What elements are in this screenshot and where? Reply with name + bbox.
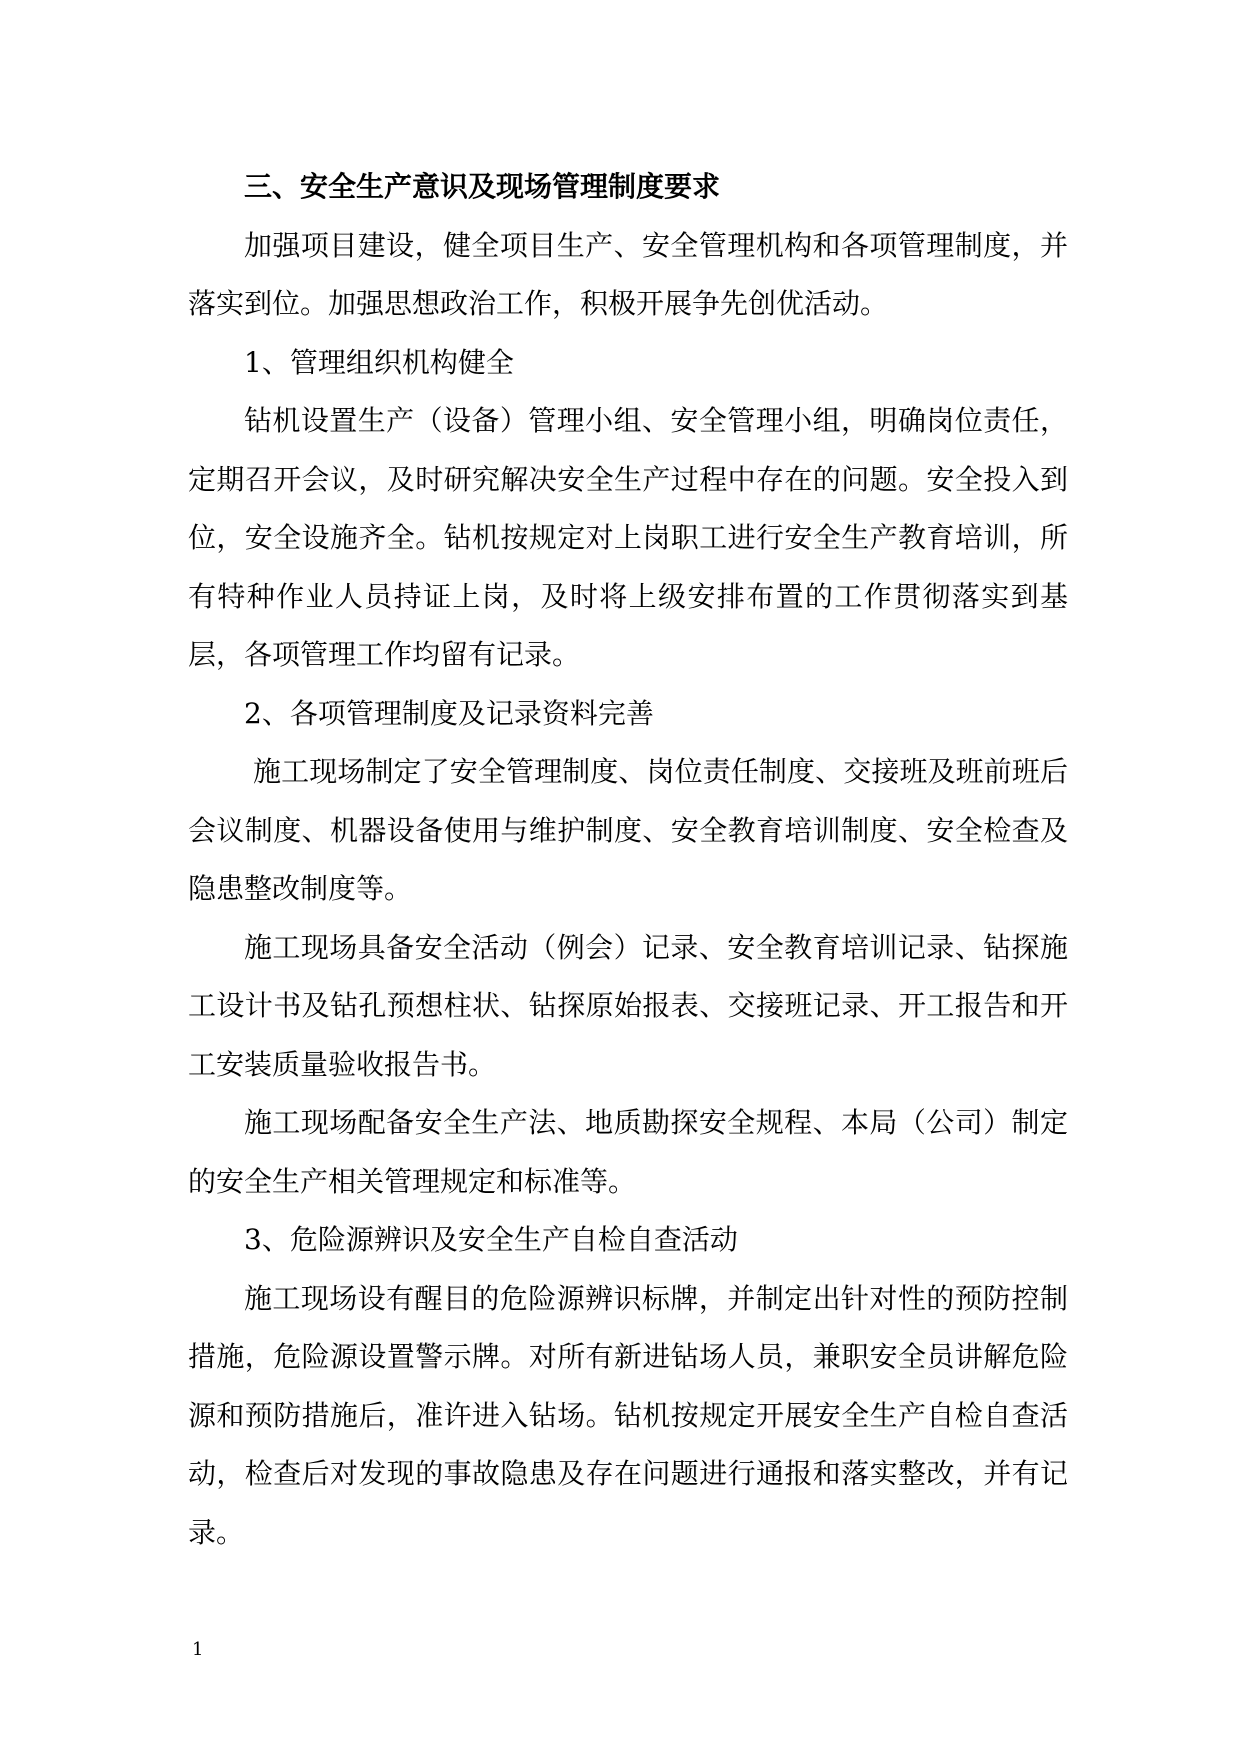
- paragraph-standards: 施工现场配备安全生产法、地质勘探安全规程、本局（公司）制定的安全生产相关管理规定和标准等。: [188, 1106, 1068, 1198]
- document-body: [188, 158, 1068, 1562]
- subheading-3: 3、危险源辨识及安全生产自检自查活动: [244, 1223, 738, 1256]
- subheading-1: 1、管理组织机构健全: [244, 345, 514, 379]
- paragraph-regulations: 施工现场制定了安全管理制度、岗位责任制度、交接班及班前班后会议制度、机器设备使用与维护制度、安全教育培训制度、安全检查及隐患整改制度等。: [188, 755, 1068, 905]
- paragraph-intro: 加强项目建设，健全项目生产、安全管理机构和各项管理制度，并落实到位。加强思想政治工作，积极开展争先创优活动。: [188, 228, 1068, 320]
- paragraph-hazards: 施工现场设有醒目的危险源辨识标牌，并制定出针对性的预防控制措施，危险源设置警示牌。对所有新进钻场人员，兼职安全员讲解危险源和预防措施后，准许进入钻场。钻机按规定开展安全生产自检自查活动，检查后对发现的事故隐患及存在问题进行通报和落实整改，并有记录。: [188, 1281, 1068, 1549]
- paragraph-organization: 钻机设置生产（设备）管理小组、安全管理小组，明确岗位责任，定期召开会议，及时研究解决安全生产过程中存在的问题。安全投入到位，安全设施齐全。钻机按规定对上岗职工进行安全生产教育培训，所有特种作业人员持证上岗，及时将上级安排布置的工作贯彻落实到基层，各项管理工作均留有记录。: [188, 404, 1068, 671]
- section-title: 三、安全生产意识及现场管理制度要求: [244, 170, 721, 203]
- page-number: 1: [192, 1639, 204, 1660]
- paragraph-records: 施工现场具备安全活动（例会）记录、安全教育培训记录、钻探施工设计书及钻孔预想柱状、钻探原始报表、交接班记录、开工报告和开工安装质量验收报告书。: [188, 930, 1068, 1081]
- subheading-2: 2、各项管理制度及记录资料完善: [244, 696, 654, 730]
